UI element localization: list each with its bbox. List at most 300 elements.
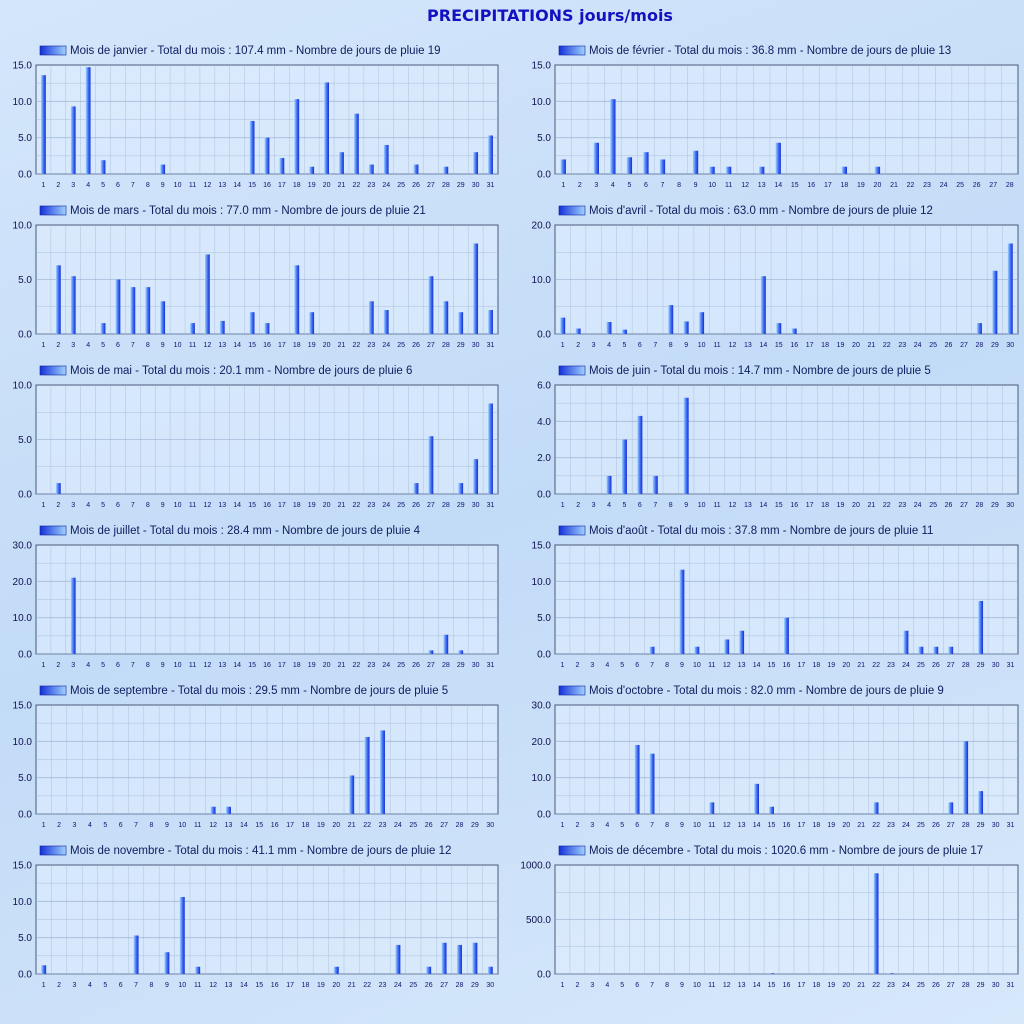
- bar: [643, 152, 648, 174]
- x-tick-label: 11: [188, 502, 197, 509]
- legend-label: Mois de mai - Total du mois : 20.1 mm - Nombre de jours de pluie 6: [70, 365, 413, 377]
- bar: [443, 635, 448, 654]
- y-tick-label: 0.0: [18, 329, 32, 341]
- legend-swatch: [559, 366, 585, 375]
- bar: [395, 945, 400, 974]
- x-tick-label: 30: [471, 182, 480, 189]
- x-tick-label: 25: [956, 182, 965, 189]
- y-tick-label: 15.0: [12, 860, 32, 872]
- x-tick-label: 27: [989, 182, 998, 189]
- x-tick-label: 11: [713, 502, 721, 509]
- x-tick-label: 3: [590, 822, 595, 829]
- x-tick-label: 11: [724, 182, 733, 189]
- y-tick-label: 0.0: [18, 489, 32, 501]
- x-tick-label: 20: [842, 662, 851, 669]
- x-tick-label: 28: [975, 502, 984, 509]
- legend-label: Mois de septembre - Total du mois : 29.5 mm - Nombre de jours de pluie 5: [70, 685, 449, 697]
- x-tick-label: 22: [352, 342, 361, 349]
- x-tick-label: 31: [486, 662, 495, 669]
- x-tick-label: 14: [233, 342, 242, 349]
- bar: [309, 167, 314, 174]
- x-tick-label: 20: [332, 822, 341, 829]
- x-tick-label: 1: [560, 342, 565, 349]
- y-tick-label: 10.0: [12, 380, 32, 392]
- x-tick-label: 8: [677, 182, 681, 189]
- month-chart: [13, 685, 498, 829]
- y-tick-label: 10.0: [12, 896, 32, 908]
- x-tick-label: 1: [41, 982, 46, 989]
- legend-label: Mois d'avril - Total du mois : 63.0 mm - Nombre de jours de pluie 12: [589, 205, 933, 217]
- x-tick-label: 25: [917, 982, 925, 989]
- x-tick-label: 29: [990, 502, 999, 509]
- x-tick-label: 17: [797, 982, 806, 989]
- bar: [622, 330, 627, 334]
- x-tick-label: 22: [882, 502, 891, 509]
- y-tick-label: 0.0: [18, 809, 32, 821]
- x-tick-label: 26: [412, 502, 420, 509]
- bar: [627, 157, 632, 174]
- bar: [792, 329, 797, 334]
- x-tick-label: 16: [782, 662, 791, 669]
- x-tick-label: 31: [486, 502, 495, 509]
- x-tick-label: 22: [882, 342, 891, 349]
- x-tick-label: 7: [130, 182, 135, 189]
- x-tick-label: 21: [347, 982, 356, 989]
- x-tick-label: 10: [173, 502, 182, 509]
- x-tick-label: 4: [86, 342, 91, 349]
- bar: [784, 618, 789, 654]
- y-tick-label: 30.0: [12, 540, 32, 552]
- x-tick-label: 16: [263, 342, 271, 349]
- x-tick-label: 3: [591, 342, 596, 349]
- x-tick-label: 7: [134, 982, 139, 989]
- x-tick-label: 28: [441, 182, 450, 189]
- x-tick-label: 21: [337, 182, 346, 189]
- x-tick-label: 20: [332, 982, 341, 989]
- bar: [472, 943, 477, 974]
- x-tick-label: 10: [178, 982, 187, 989]
- bar: [369, 165, 374, 174]
- bar: [709, 167, 714, 174]
- x-tick-label: 9: [679, 662, 684, 669]
- x-tick-label: 16: [790, 342, 799, 349]
- x-tick-label: 8: [145, 182, 150, 189]
- bar: [709, 802, 714, 814]
- month-chart: [532, 525, 1018, 669]
- bar: [265, 138, 270, 174]
- x-tick-label: 3: [594, 182, 599, 189]
- bar: [195, 967, 200, 974]
- x-tick-label: 15: [774, 502, 783, 509]
- x-tick-label: 29: [471, 822, 479, 829]
- bar: [769, 973, 774, 974]
- bar: [101, 160, 106, 174]
- x-tick-label: 9: [684, 342, 689, 349]
- x-tick-label: 23: [367, 182, 376, 189]
- x-tick-label: 13: [744, 502, 752, 509]
- y-tick-label: 15.0: [531, 60, 551, 72]
- x-tick-label: 3: [71, 342, 76, 349]
- x-tick-label: 29: [976, 982, 985, 989]
- x-tick-label: 21: [347, 822, 356, 829]
- x-tick-label: 13: [218, 182, 227, 189]
- x-tick-label: 14: [759, 342, 768, 349]
- x-tick-label: 19: [307, 502, 316, 509]
- x-tick-label: 3: [590, 982, 595, 989]
- x-tick-label: 10: [697, 342, 706, 349]
- legend-swatch: [40, 526, 66, 535]
- x-tick-label: 16: [270, 822, 279, 829]
- x-tick-label: 6: [116, 342, 120, 349]
- x-tick-label: 3: [591, 502, 596, 509]
- month-chart: [13, 845, 498, 989]
- x-tick-label: 13: [218, 662, 227, 669]
- x-tick-label: 5: [103, 822, 108, 829]
- x-tick-label: 7: [650, 982, 655, 989]
- x-tick-label: 15: [790, 182, 799, 189]
- x-tick-label: 5: [620, 822, 625, 829]
- x-tick-label: 8: [668, 502, 673, 509]
- month-chart: [520, 845, 1018, 989]
- x-tick-label: 6: [116, 502, 120, 509]
- x-tick-label: 14: [233, 182, 242, 189]
- x-tick-label: 23: [887, 822, 895, 829]
- y-tick-label: 20.0: [12, 576, 32, 588]
- x-tick-label: 7: [130, 342, 135, 349]
- x-tick-label: 24: [902, 662, 910, 669]
- x-tick-label: 25: [409, 822, 418, 829]
- bar: [874, 802, 879, 814]
- x-tick-label: 30: [1006, 342, 1015, 349]
- bar: [635, 745, 640, 814]
- x-tick-label: 26: [931, 662, 940, 669]
- x-tick-label: 9: [164, 822, 169, 829]
- x-tick-label: 27: [427, 662, 435, 669]
- bar: [560, 318, 565, 334]
- bar: [164, 952, 169, 974]
- x-tick-label: 12: [728, 342, 737, 349]
- x-tick-label: 5: [627, 182, 632, 189]
- x-tick-label: 18: [292, 662, 301, 669]
- x-tick-label: 6: [635, 982, 640, 989]
- x-tick-label: 29: [456, 342, 465, 349]
- legend-label: Mois de juin - Total du mois : 14.7 mm - Nombre de jours de pluie 5: [589, 365, 931, 377]
- x-tick-label: 19: [307, 662, 316, 669]
- bar: [220, 321, 225, 334]
- x-tick-label: 24: [394, 822, 402, 829]
- x-tick-label: 1: [561, 182, 566, 189]
- x-tick-label: 20: [842, 822, 851, 829]
- x-tick-label: 7: [130, 502, 135, 509]
- x-tick-label: 9: [164, 982, 169, 989]
- y-tick-label: 5.0: [18, 773, 32, 785]
- x-tick-label: 28: [441, 502, 450, 509]
- x-tick-label: 8: [665, 822, 669, 829]
- x-tick-label: 19: [317, 982, 325, 989]
- x-tick-label: 14: [233, 662, 242, 669]
- y-tick-label: 20.0: [531, 220, 551, 232]
- x-tick-label: 16: [270, 982, 279, 989]
- bar: [71, 276, 76, 334]
- x-tick-label: 17: [797, 822, 806, 829]
- bar: [694, 647, 699, 654]
- x-tick-label: 20: [873, 182, 882, 189]
- x-tick-label: 11: [188, 182, 197, 189]
- x-tick-label: 23: [923, 182, 931, 189]
- x-tick-label: 14: [759, 502, 768, 509]
- x-tick-label: 17: [823, 182, 832, 189]
- y-tick-label: 20.0: [531, 736, 551, 748]
- x-tick-label: 23: [367, 342, 376, 349]
- y-tick-label: 10.0: [12, 96, 32, 108]
- bar: [488, 135, 493, 174]
- bar: [190, 323, 195, 334]
- x-tick-label: 5: [620, 982, 625, 989]
- x-tick-label: 27: [946, 662, 955, 669]
- bar: [919, 647, 924, 654]
- x-tick-label: 20: [322, 662, 331, 669]
- x-tick-label: 10: [173, 662, 182, 669]
- x-tick-label: 23: [898, 502, 907, 509]
- bar: [443, 167, 448, 174]
- x-tick-label: 30: [486, 822, 495, 829]
- y-tick-label: 0.0: [18, 649, 32, 661]
- x-tick-label: 26: [412, 662, 420, 669]
- x-tick-label: 22: [363, 982, 371, 989]
- bar: [759, 167, 764, 174]
- bar: [754, 784, 759, 814]
- y-tick-label: 0.0: [537, 329, 551, 341]
- x-tick-label: 16: [782, 822, 791, 829]
- x-tick-label: 12: [728, 502, 737, 509]
- x-tick-label: 16: [263, 182, 271, 189]
- x-tick-label: 26: [931, 982, 940, 989]
- x-tick-label: 29: [976, 662, 985, 669]
- x-tick-label: 17: [278, 182, 286, 189]
- x-tick-label: 13: [737, 982, 746, 989]
- x-tick-label: 4: [605, 982, 610, 989]
- x-tick-label: 20: [322, 342, 331, 349]
- x-tick-label: 7: [130, 662, 135, 669]
- x-tick-label: 5: [622, 502, 627, 509]
- x-tick-label: 17: [278, 342, 286, 349]
- legend-label: Mois de décembre - Total du mois : 1020.6 mm - Nombre de jours de pluie 17: [589, 845, 984, 857]
- legend-label: Mois de janvier - Total du mois : 107.4 mm - Nombre de jours de pluie 19: [70, 45, 441, 57]
- x-tick-label: 23: [378, 822, 387, 829]
- x-tick-label: 9: [679, 822, 684, 829]
- x-tick-label: 27: [946, 822, 955, 829]
- x-tick-label: 23: [378, 982, 387, 989]
- bar: [414, 165, 419, 174]
- y-tick-label: 10.0: [12, 736, 32, 748]
- x-tick-label: 6: [118, 982, 123, 989]
- x-tick-label: 30: [991, 662, 1000, 669]
- x-tick-label: 24: [382, 662, 391, 669]
- bar: [776, 323, 781, 334]
- x-tick-label: 29: [456, 182, 465, 189]
- bar: [458, 483, 463, 494]
- bar: [354, 114, 359, 174]
- bar: [473, 459, 478, 494]
- bar: [443, 301, 448, 334]
- x-tick-label: 6: [637, 342, 642, 349]
- x-tick-label: 2: [575, 982, 580, 989]
- x-tick-label: 11: [188, 342, 197, 349]
- x-tick-label: 30: [991, 822, 1000, 829]
- x-tick-label: 22: [363, 822, 371, 829]
- x-tick-label: 18: [821, 502, 829, 509]
- x-tick-label: 9: [160, 502, 165, 509]
- x-tick-label: 23: [898, 342, 907, 349]
- legend-label: Mois de juillet - Total du mois : 28.4 mm - Nombre de jours de pluie 4: [70, 525, 421, 537]
- x-tick-label: 18: [301, 822, 310, 829]
- bar: [607, 476, 612, 494]
- y-tick-label: 5.0: [18, 275, 32, 286]
- x-tick-label: 29: [471, 982, 479, 989]
- y-tick-label: 2.0: [537, 453, 551, 465]
- x-tick-label: 2: [575, 822, 580, 829]
- x-tick-label: 2: [575, 662, 580, 669]
- x-tick-label: 9: [160, 182, 165, 189]
- x-tick-label: 25: [929, 342, 938, 349]
- bar: [842, 167, 847, 174]
- bar: [369, 301, 374, 334]
- month-chart: [13, 205, 498, 349]
- bar: [280, 158, 285, 174]
- bar: [473, 244, 478, 334]
- x-tick-label: 26: [944, 502, 953, 509]
- x-tick-label: 13: [737, 822, 746, 829]
- x-tick-label: 3: [72, 822, 77, 829]
- x-tick-label: 17: [286, 982, 294, 989]
- y-tick-label: 15.0: [531, 540, 551, 552]
- x-tick-label: 18: [812, 662, 821, 669]
- x-tick-label: 1: [560, 662, 565, 669]
- legend-swatch: [559, 526, 585, 535]
- bar: [948, 647, 953, 654]
- y-tick-label: 0.0: [537, 169, 551, 181]
- x-tick-label: 3: [71, 182, 76, 189]
- x-tick-label: 10: [173, 182, 182, 189]
- x-tick-label: 8: [149, 822, 154, 829]
- bar: [160, 165, 165, 174]
- x-tick-label: 12: [209, 822, 217, 829]
- x-tick-label: 17: [278, 662, 286, 669]
- x-tick-label: 21: [867, 502, 876, 509]
- x-tick-label: 22: [352, 662, 361, 669]
- bar: [134, 935, 139, 974]
- x-tick-label: 4: [605, 662, 610, 669]
- x-tick-label: 29: [456, 502, 465, 509]
- y-tick-label: 10.0: [531, 576, 551, 588]
- bar: [130, 287, 135, 334]
- legend-label: Mois de mars - Total du mois : 77.0 mm - Nombre de jours de pluie 21: [70, 205, 426, 217]
- bar: [948, 802, 953, 814]
- bar: [680, 570, 685, 654]
- x-tick-label: 15: [774, 342, 783, 349]
- x-tick-label: 27: [427, 502, 435, 509]
- x-tick-label: 2: [57, 822, 62, 829]
- y-tick-label: 1000.0: [520, 860, 551, 872]
- x-tick-label: 11: [194, 982, 202, 989]
- x-tick-label: 18: [292, 342, 301, 349]
- bar: [561, 159, 566, 174]
- bar: [693, 151, 698, 174]
- x-tick-label: 5: [101, 182, 106, 189]
- x-tick-label: 31: [486, 182, 495, 189]
- x-tick-label: 15: [248, 182, 256, 189]
- x-tick-label: 18: [301, 982, 310, 989]
- x-tick-label: 14: [240, 822, 248, 829]
- x-tick-label: 10: [173, 342, 182, 349]
- month-chart: [13, 45, 498, 189]
- x-tick-label: 19: [317, 822, 325, 829]
- x-tick-label: 2: [56, 182, 61, 189]
- bar: [458, 312, 463, 334]
- x-tick-label: 8: [149, 982, 154, 989]
- x-tick-label: 31: [1006, 662, 1015, 669]
- x-tick-label: 22: [872, 822, 881, 829]
- bar: [145, 287, 150, 334]
- y-tick-label: 0.0: [18, 169, 32, 181]
- bar: [180, 897, 185, 974]
- x-tick-label: 18: [840, 182, 849, 189]
- x-tick-label: 8: [668, 342, 673, 349]
- x-tick-label: 26: [412, 182, 420, 189]
- x-tick-label: 28: [455, 982, 464, 989]
- bar: [160, 301, 165, 334]
- x-tick-label: 30: [486, 982, 495, 989]
- x-tick-label: 19: [857, 182, 865, 189]
- y-tick-label: 0.0: [537, 489, 551, 501]
- x-tick-label: 23: [367, 502, 376, 509]
- x-tick-label: 30: [471, 502, 480, 509]
- x-tick-label: 11: [708, 982, 716, 989]
- bar: [769, 807, 774, 814]
- y-tick-label: 15.0: [12, 60, 32, 72]
- x-tick-label: 15: [767, 662, 776, 669]
- bar: [889, 973, 894, 974]
- x-tick-label: 15: [767, 982, 776, 989]
- bar: [324, 82, 329, 174]
- x-tick-label: 6: [116, 662, 120, 669]
- y-tick-label: 500.0: [525, 915, 551, 926]
- x-tick-label: 30: [471, 662, 480, 669]
- x-tick-label: 27: [960, 502, 968, 509]
- x-tick-label: 2: [56, 502, 61, 509]
- x-tick-label: 24: [382, 502, 391, 509]
- x-tick-label: 8: [145, 342, 150, 349]
- charts-grid: [13, 45, 1018, 989]
- legend-swatch: [40, 846, 66, 855]
- bar: [699, 312, 704, 334]
- x-tick-label: 25: [397, 662, 406, 669]
- x-tick-label: 2: [56, 342, 61, 349]
- x-tick-label: 4: [607, 342, 611, 349]
- x-tick-label: 1: [560, 822, 565, 829]
- x-tick-label: 1: [41, 182, 46, 189]
- x-tick-label: 20: [852, 342, 860, 349]
- bar: [978, 601, 983, 654]
- bar: [488, 967, 493, 974]
- x-tick-label: 12: [203, 502, 212, 509]
- x-tick-label: 13: [224, 822, 233, 829]
- bar: [726, 167, 731, 174]
- x-tick-label: 29: [456, 662, 465, 669]
- x-tick-label: 3: [71, 662, 76, 669]
- x-tick-label: 21: [857, 982, 866, 989]
- x-tick-label: 4: [86, 502, 91, 509]
